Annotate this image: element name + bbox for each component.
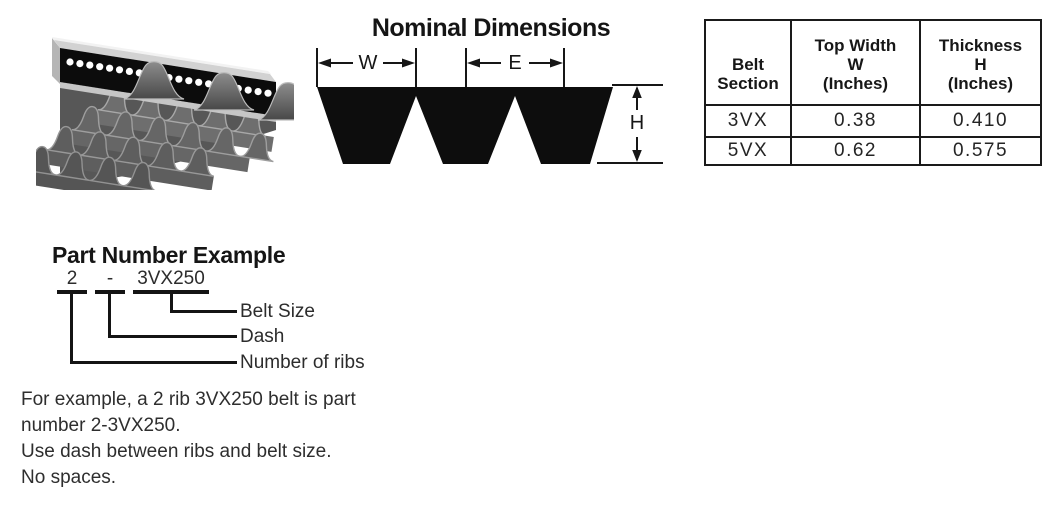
note-line: Use dash between ribs and belt size. xyxy=(21,441,332,462)
part-number-ribs-token: 2 xyxy=(66,268,78,289)
table-header-row xyxy=(705,20,1041,105)
cell-thickness: 0.575 xyxy=(920,137,1041,165)
callout-line-ribs xyxy=(70,294,73,364)
dimension-label-w: W xyxy=(358,52,378,74)
cell-thickness: 0.410 xyxy=(920,105,1041,137)
nominal-dimensions-title: Nominal Dimensions xyxy=(371,14,611,42)
column-header-thickness: Thickness H (Inches) xyxy=(920,20,1041,105)
table-row xyxy=(705,105,1041,137)
callout-line-ribs xyxy=(70,361,237,364)
note-line: For example, a 2 rib 3VX250 belt is part xyxy=(21,389,356,410)
callout-label-number-of-ribs: Number of ribs xyxy=(240,352,365,373)
cell-belt-section: 3VX xyxy=(705,105,791,137)
belt-cross-section-shape xyxy=(317,87,613,164)
callout-label-dash: Dash xyxy=(240,326,285,347)
note-line: No spaces. xyxy=(21,467,117,488)
belt-spec-table xyxy=(704,19,1042,166)
column-header-belt-section: Belt Section xyxy=(705,20,791,105)
part-number-example-title: Part Number Example xyxy=(52,242,286,268)
note-line: number 2-3VX250. xyxy=(21,415,181,436)
cell-top-width: 0.38 xyxy=(791,105,920,137)
column-header-top-width: Top Width W (Inches) xyxy=(791,20,920,105)
callout-line-belt-size xyxy=(170,310,237,313)
part-number-dash-token: - xyxy=(106,268,114,289)
banded-v-belt-illustration xyxy=(36,2,294,190)
dimension-label-e: E xyxy=(508,52,522,74)
table-row xyxy=(705,137,1041,165)
part-number-belt-size-token: 3VX250 xyxy=(137,268,205,289)
cell-belt-section: 5VX xyxy=(705,137,791,165)
callout-line-dash xyxy=(108,335,237,338)
callout-label-belt-size: Belt Size xyxy=(240,301,315,322)
dimension-label-h: H xyxy=(629,112,645,134)
cell-top-width: 0.62 xyxy=(791,137,920,165)
callout-line-dash xyxy=(108,294,111,338)
